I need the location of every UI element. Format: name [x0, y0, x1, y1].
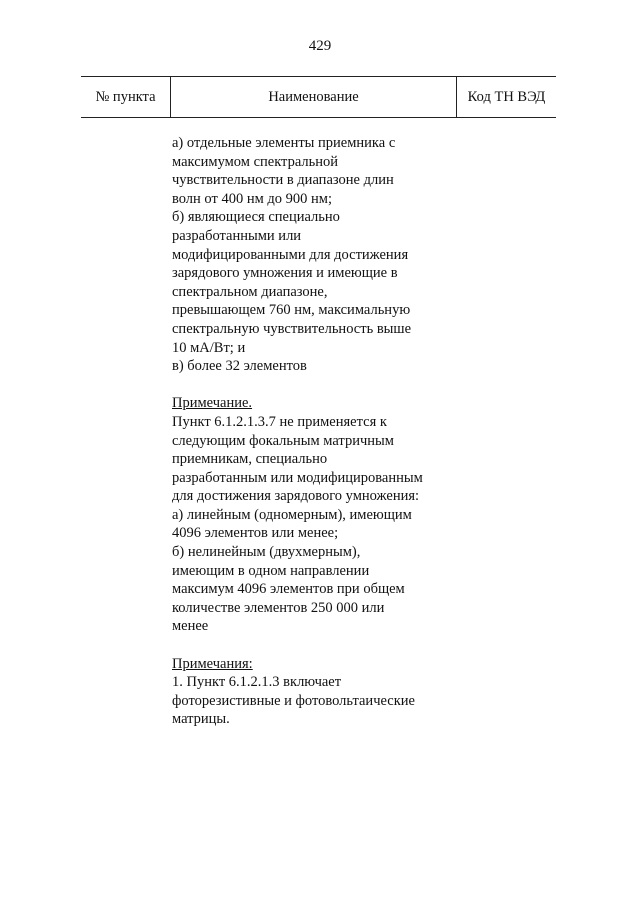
header-item-number: № пункта	[81, 77, 171, 117]
main-paragraph	[172, 134, 472, 376]
note-block-2	[172, 655, 472, 729]
text-line: разработанными или	[172, 227, 302, 244]
text-line: зарядового умножения и имеющие в	[172, 265, 398, 282]
text-line: фоторезистивные и фотовольтаические	[172, 692, 415, 709]
text-line: в) более 32 элементов	[172, 358, 307, 375]
text-line: спектральную чувствительность выше	[172, 320, 412, 337]
item-description	[172, 134, 472, 729]
text-line: а) отдельные элементы приемника с	[172, 135, 396, 151]
text-line: 1. Пункт 6.1.2.1.3 включает	[172, 674, 342, 691]
note-block-1	[172, 394, 472, 636]
text-line: спектральном диапазоне,	[172, 283, 328, 300]
header-tnved-code: Код ТН ВЭД	[467, 88, 546, 105]
text-line: максимумом спектральной	[172, 153, 339, 170]
page-number: 429	[308, 38, 332, 54]
text-line: а) линейным (одномерным), имеющим	[172, 506, 412, 523]
spacer	[172, 636, 472, 655]
text-line: следующим фокальным матричным	[172, 432, 394, 449]
text-line: менее	[172, 618, 209, 635]
text-line: для достижения зарядового умножения:	[172, 488, 420, 505]
table-header	[81, 76, 556, 118]
text-line: превышающем 760 нм, максимальную	[172, 302, 411, 319]
text-line: 10 мА/Вт; и	[172, 339, 246, 356]
text-line: количестве элементов 250 000 или	[172, 599, 385, 616]
notes-heading: Примечания:	[172, 655, 253, 672]
text-line: б) являющиеся специально	[172, 209, 340, 226]
text-line: б) нелинейным (двухмерным),	[172, 544, 361, 561]
text-line: волн от 400 нм до 900 нм;	[172, 190, 332, 207]
text-line: имеющим в одном направлении	[172, 562, 370, 579]
spacer	[172, 376, 472, 395]
text-line: приемникам, специально	[172, 451, 328, 468]
text-line: чувствительности в диапазоне длин	[172, 172, 394, 189]
text-line: матрицы.	[172, 711, 230, 728]
header-name: Наименование	[171, 77, 457, 117]
text-line: Пункт 6.1.2.1.3.7 не применяется к	[172, 413, 387, 430]
text-line: модифицированными для достижения	[172, 246, 409, 263]
text-line: разработанным или модифицированным	[172, 469, 423, 486]
note-heading: Примечание.	[172, 395, 253, 412]
text-line: 4096 элементов или менее;	[172, 525, 339, 542]
text-line: максимум 4096 элементов при общем	[172, 581, 405, 598]
